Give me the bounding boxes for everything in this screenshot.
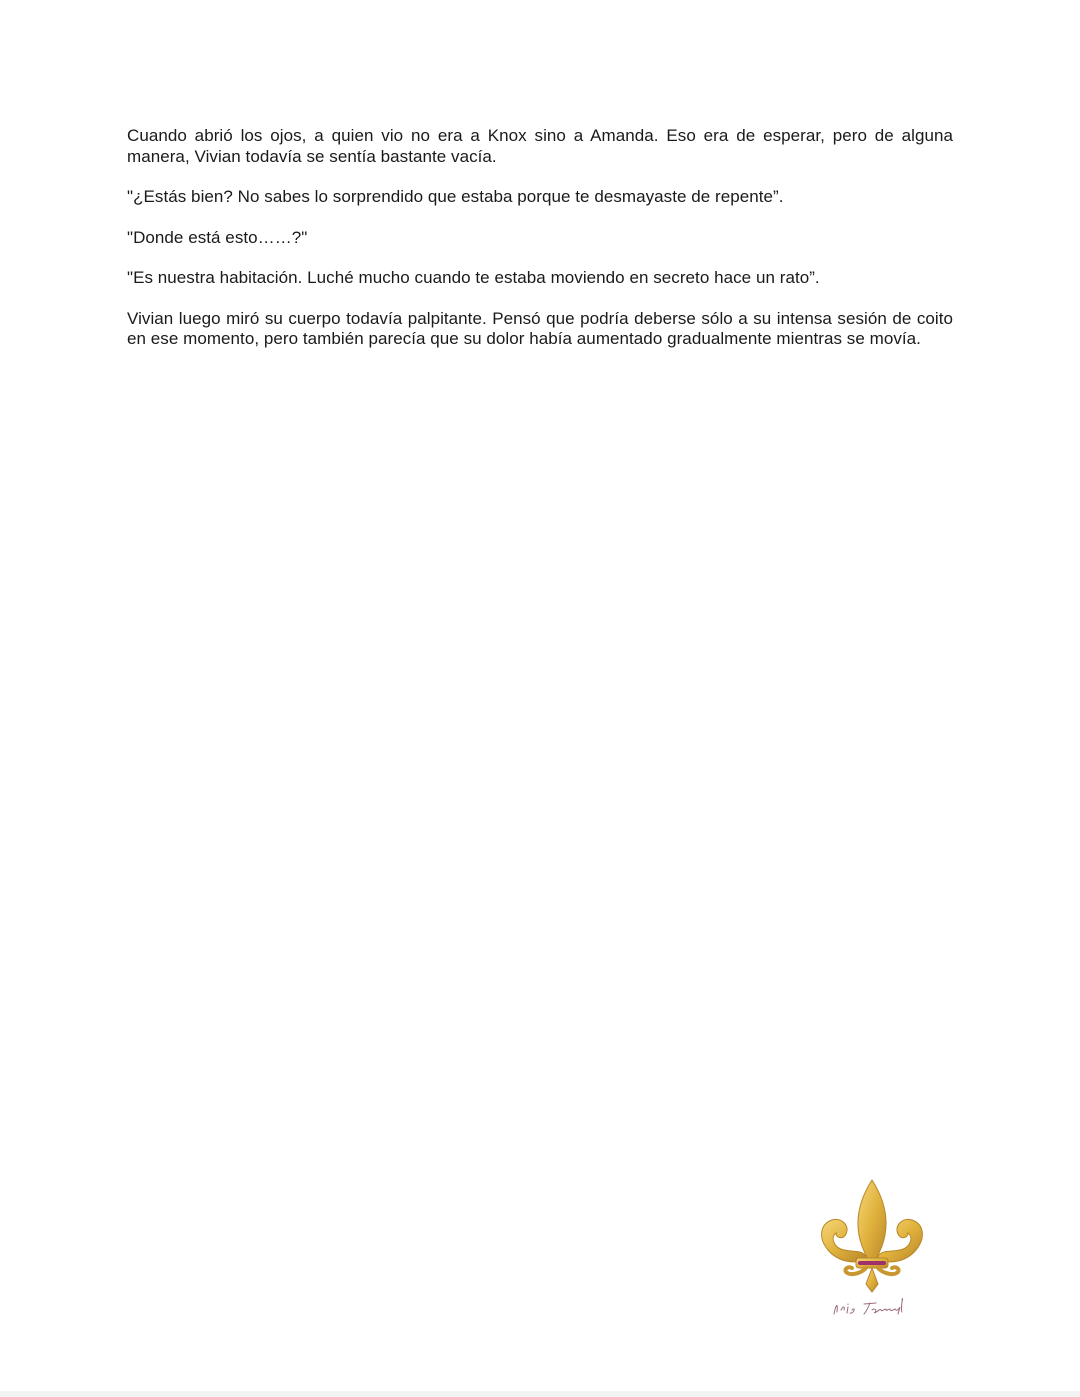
paragraph-5: Vivian luego miró su cuerpo todavía palpitante. Pensó que podría deberse sólo a su intensa sesión de coito en ese momento, pero también parecía que su dolor había aumentado gradualmente mientras se movía. <box>127 308 953 348</box>
fleur-de-lis-icon <box>810 1176 934 1326</box>
paragraph-4: "Es nuestra habitación. Luché mucho cuando te estaba moviendo en secreto hace un rato”. <box>127 268 820 287</box>
paragraph-1: Cuando abrió los ojos, a quien vio no era a Knox sino a Amanda. Eso era de esperar, pero de alguna manera, Vivian todavía se sentía bastante vacía. <box>127 126 953 166</box>
paragraph-2: "¿Estás bien? No sabes lo sorprendido que estaba porque te desmayaste de repente”. <box>127 187 784 206</box>
document-body <box>127 126 953 370</box>
watermark-logo <box>810 1176 934 1326</box>
paragraph-3: "Donde está esto……?" <box>127 227 308 247</box>
page-bottom-edge <box>0 1391 1080 1397</box>
